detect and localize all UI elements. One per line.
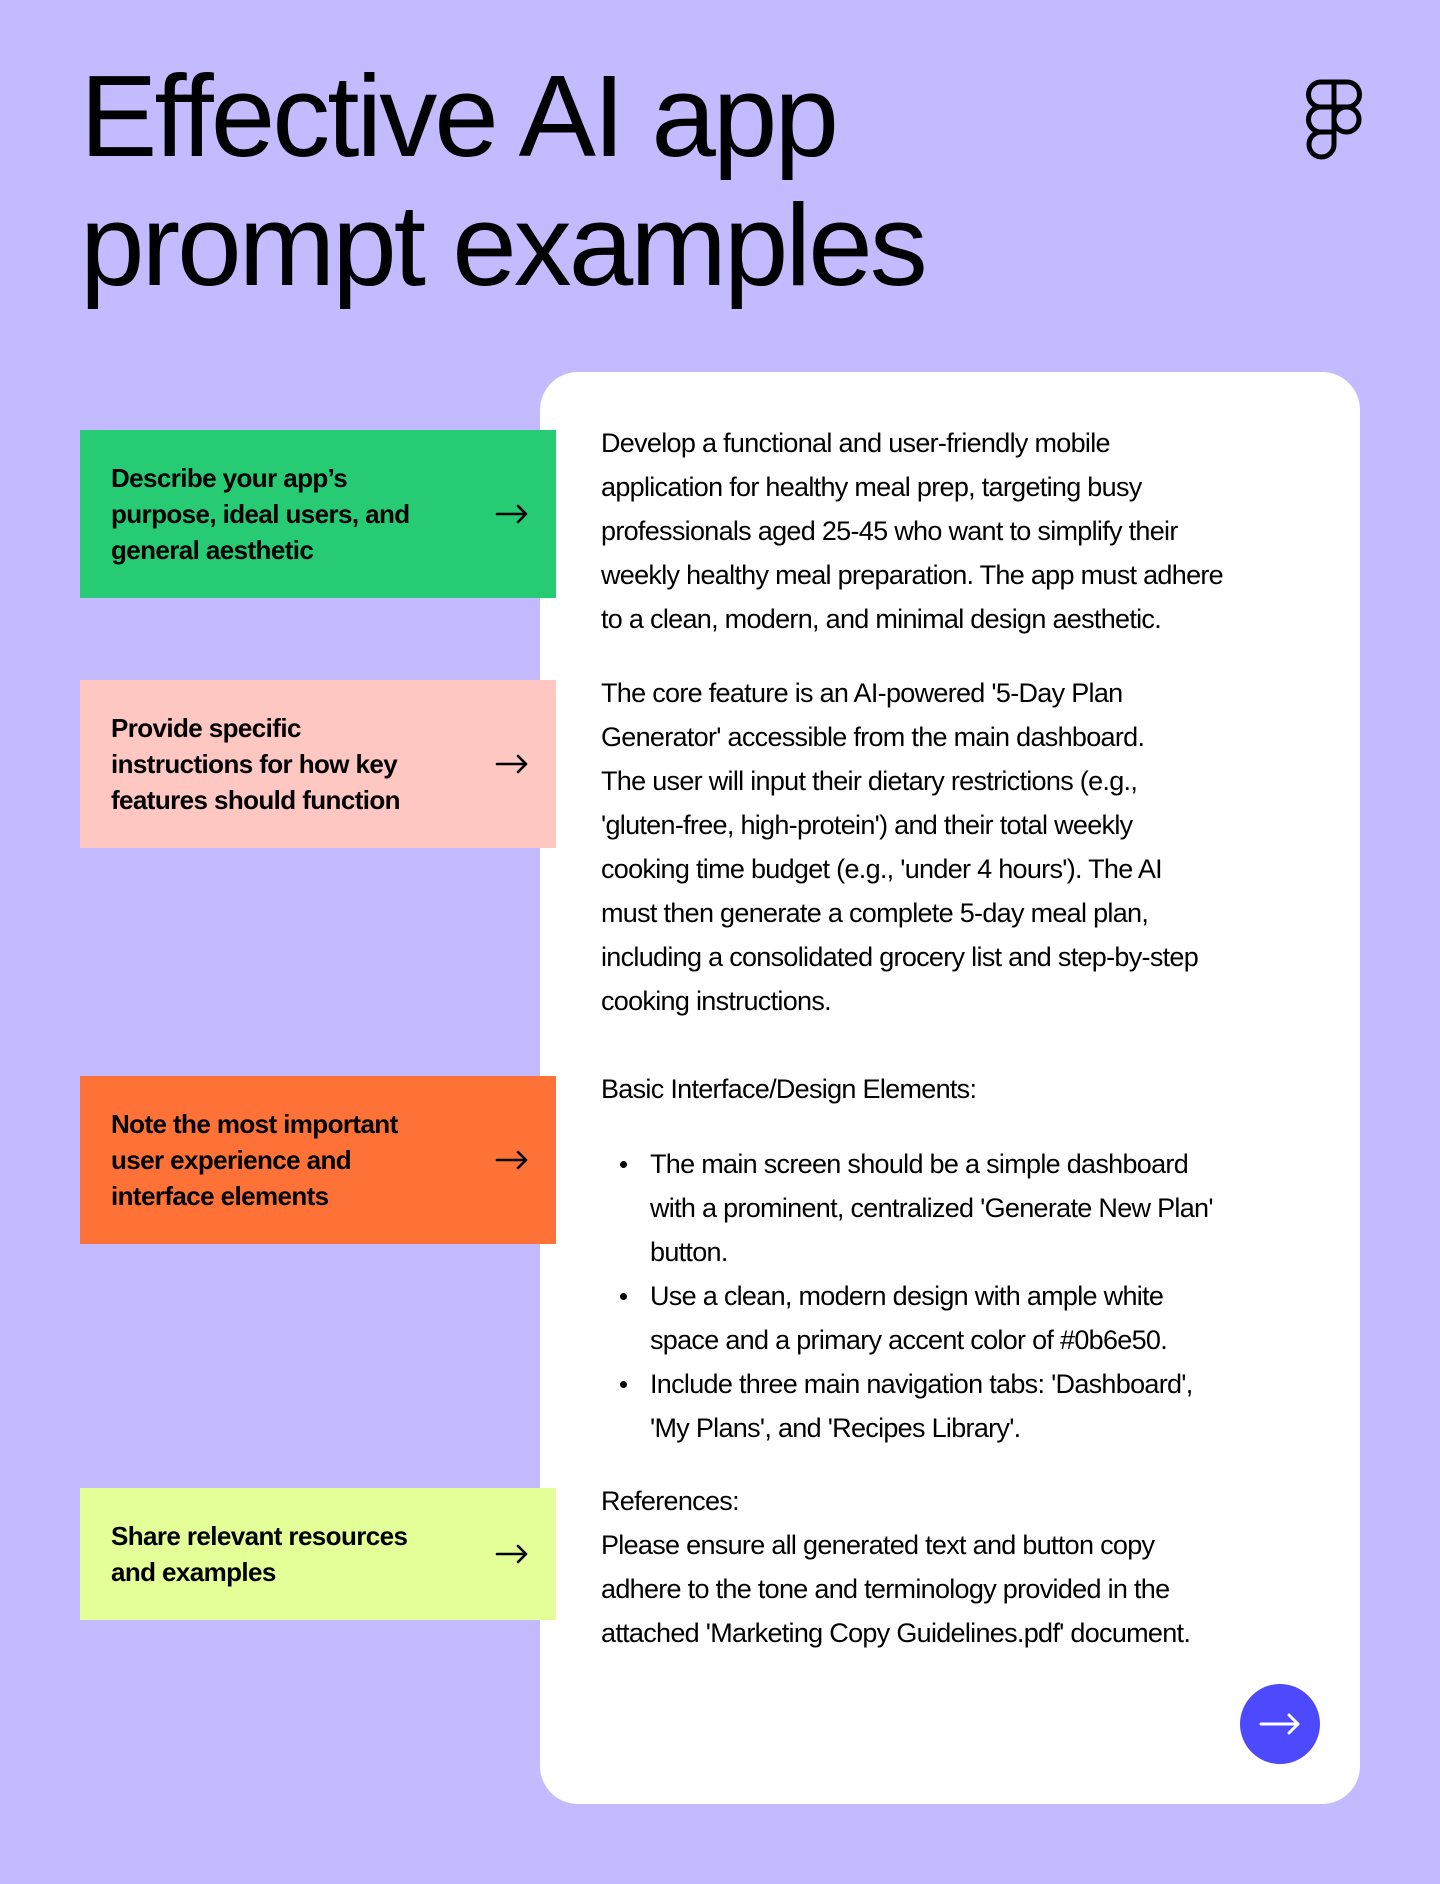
arrow-right-icon bbox=[495, 754, 529, 774]
bullet-item bbox=[601, 1274, 1213, 1362]
text-line: Generator' accessible from the main dashboard. bbox=[601, 722, 1145, 752]
next-button[interactable] bbox=[1240, 1684, 1320, 1764]
label-line: Share relevant resources bbox=[111, 1521, 408, 1551]
page-title bbox=[80, 52, 925, 310]
bullet-dot-icon bbox=[620, 1161, 627, 1168]
label-line: Note the most important bbox=[111, 1109, 398, 1139]
prompt-section-interface-heading bbox=[601, 1067, 976, 1111]
text-line: The main screen should be a simple dashboard bbox=[650, 1149, 1189, 1179]
arrow-right-icon bbox=[495, 1150, 529, 1170]
prompt-section-features bbox=[601, 671, 1198, 1023]
label-line: Provide specific bbox=[111, 713, 301, 743]
text-line: attached 'Marketing Copy Guidelines.pdf' document. bbox=[601, 1618, 1191, 1648]
label-line: user experience and bbox=[111, 1145, 352, 1175]
label-describe-app bbox=[80, 430, 556, 598]
label-line: and examples bbox=[111, 1557, 276, 1587]
label-ux-elements bbox=[80, 1076, 556, 1244]
label-line: Describe your app’s bbox=[111, 463, 348, 493]
text-line: space and a primary accent color of #0b6e50. bbox=[650, 1325, 1168, 1355]
text-line: cooking instructions. bbox=[601, 986, 831, 1016]
label-text bbox=[111, 710, 471, 818]
text-line: Develop a functional and user-friendly mobile bbox=[601, 428, 1110, 458]
text-line: Use a clean, modern design with ample white bbox=[650, 1281, 1164, 1311]
interface-bullet-list bbox=[601, 1142, 1213, 1450]
label-text bbox=[111, 1518, 471, 1590]
text-line: Include three main navigation tabs: 'Dashboard', bbox=[650, 1369, 1193, 1399]
text-line: 'My Plans', and 'Recipes Library'. bbox=[650, 1413, 1021, 1443]
bullet-dot-icon bbox=[620, 1381, 627, 1388]
text-line: must then generate a complete 5-day meal plan, bbox=[601, 898, 1149, 928]
section-heading: Basic Interface/Design Elements: bbox=[601, 1074, 977, 1104]
bullet-dot-icon bbox=[620, 1293, 627, 1300]
section-heading: References: bbox=[601, 1486, 739, 1516]
text-line: Please ensure all generated text and button copy bbox=[601, 1530, 1155, 1560]
label-text bbox=[111, 460, 471, 568]
text-line: 'gluten-free, high-protein') and their total weekly bbox=[601, 810, 1133, 840]
text-line: adhere to the tone and terminology provided in the bbox=[601, 1574, 1170, 1604]
arrow-right-icon bbox=[1258, 1712, 1302, 1736]
label-line: general aesthetic bbox=[111, 535, 314, 565]
text-line: cooking time budget (e.g., 'under 4 hours'). The AI bbox=[601, 854, 1162, 884]
text-line: The user will input their dietary restrictions (e.g., bbox=[601, 766, 1138, 796]
label-resources bbox=[80, 1488, 556, 1620]
label-line: features should function bbox=[111, 785, 400, 815]
label-line: interface elements bbox=[111, 1181, 329, 1211]
text-line: with a prominent, centralized 'Generate New Plan' bbox=[650, 1193, 1213, 1223]
text-line: The core feature is an AI-powered '5-Day Plan bbox=[601, 678, 1123, 708]
label-text bbox=[111, 1106, 471, 1214]
bullet-item bbox=[601, 1142, 1213, 1274]
label-key-features bbox=[80, 680, 556, 848]
title-line: Effective AI app bbox=[80, 51, 836, 181]
text-line: to a clean, modern, and minimal design aesthetic. bbox=[601, 604, 1162, 634]
title-line: prompt examples bbox=[80, 180, 925, 310]
text-line: professionals aged 25-45 who want to simplify their bbox=[601, 516, 1178, 546]
figma-logo-icon bbox=[1305, 79, 1363, 160]
bullet-item bbox=[601, 1362, 1213, 1450]
text-line: including a consolidated grocery list and step-by-step bbox=[601, 942, 1199, 972]
text-line: application for healthy meal prep, targeting busy bbox=[601, 472, 1142, 502]
prompt-section-purpose bbox=[601, 421, 1223, 641]
prompt-section-references bbox=[601, 1479, 1190, 1655]
label-line: purpose, ideal users, and bbox=[111, 499, 410, 529]
text-line: weekly healthy meal preparation. The app must adhere bbox=[601, 560, 1223, 590]
label-line: instructions for how key bbox=[111, 749, 398, 779]
arrow-right-icon bbox=[495, 1544, 529, 1564]
arrow-right-icon bbox=[495, 504, 529, 524]
text-line: button. bbox=[650, 1237, 728, 1267]
